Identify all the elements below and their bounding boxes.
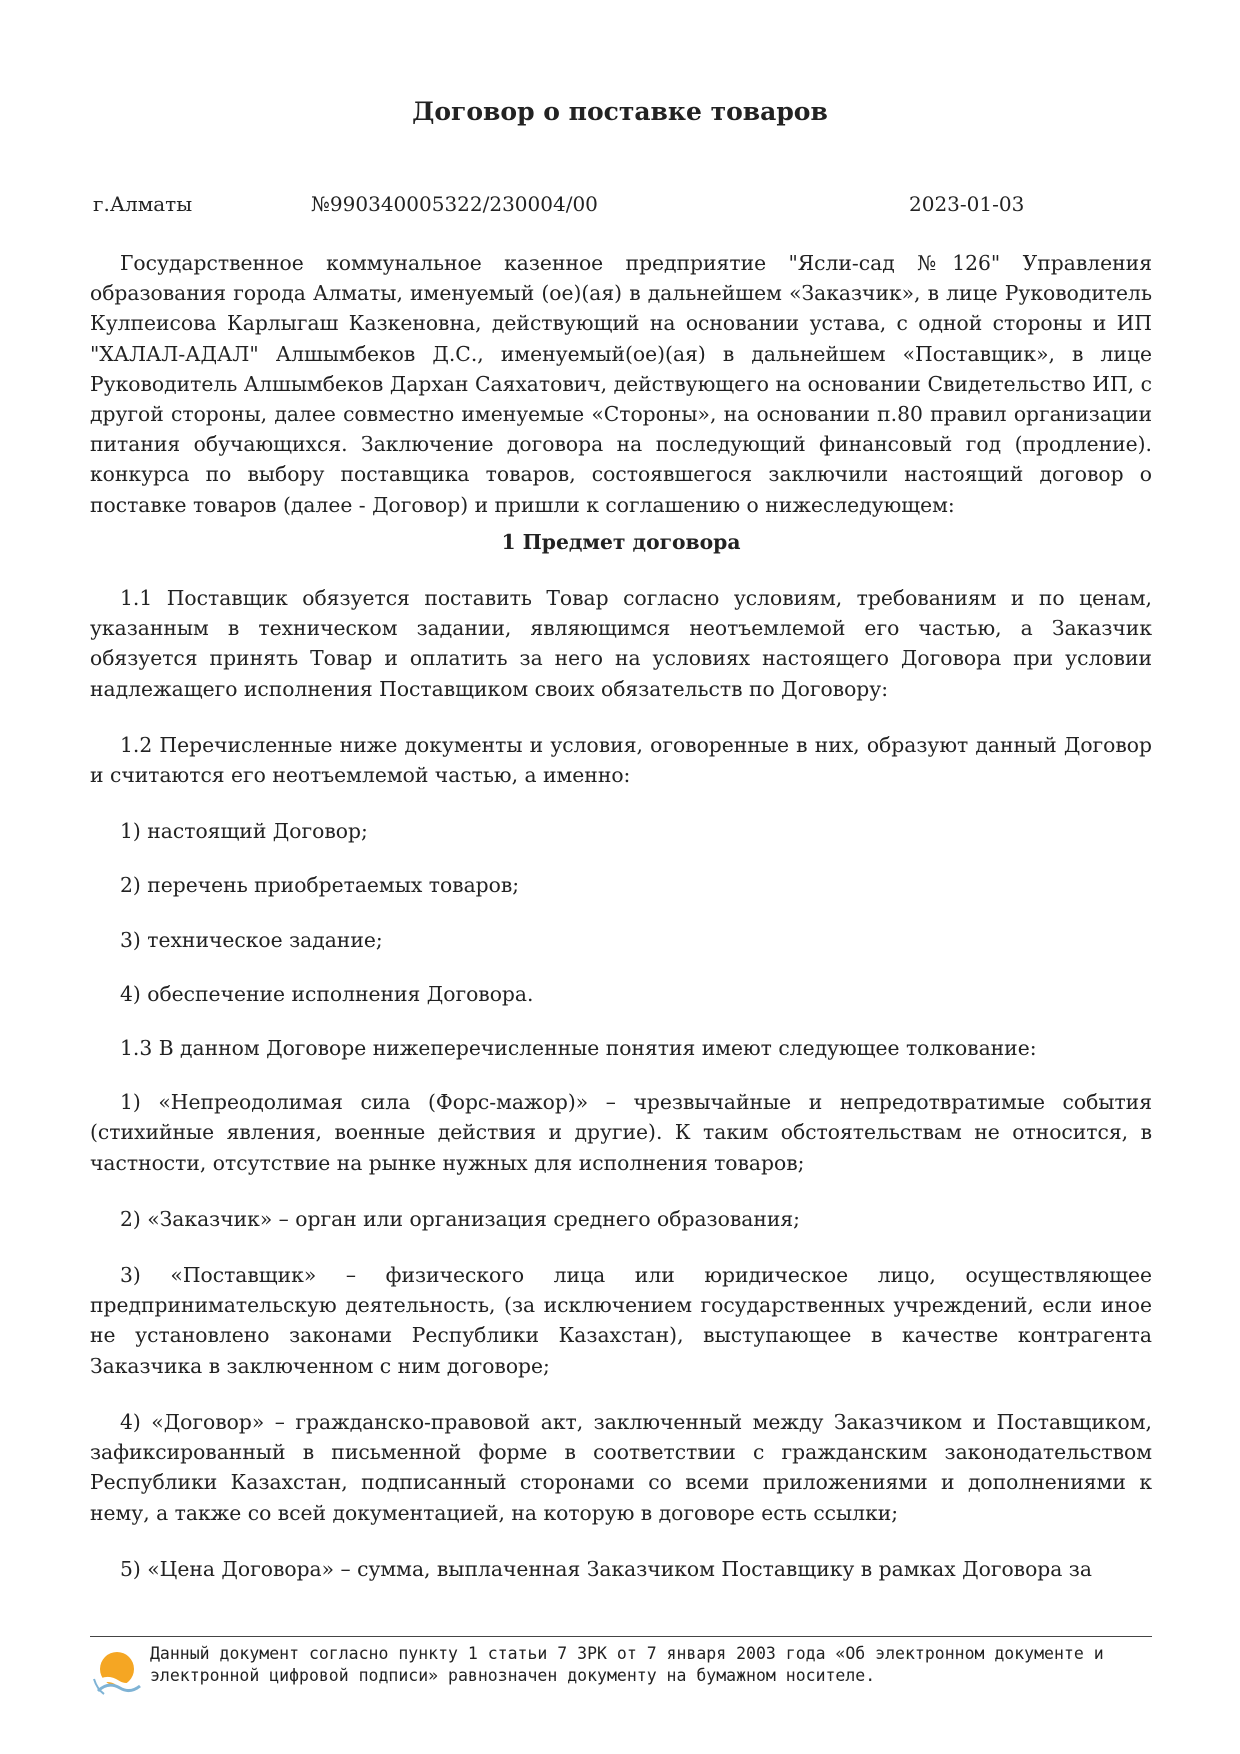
definition-item: 5) «Цена Договора» – сумма, выплаченная Заказчиком Поставщику в рамках Договора за xyxy=(120,1556,1092,1581)
definition-item: 1) «Непреодолимая сила (Форс-мажор)» – чрезвычайные и непредотвратимые события (стихийные явления, военные действия и другие). К таким обстоятельствам не относится, в частности, отсутствие на рынке нужных для исполнения товаров; xyxy=(90,1090,1152,1175)
egov-sun-logo-icon xyxy=(90,1645,142,1697)
section-1-heading: 1 Предмет договора xyxy=(501,529,741,554)
document-date: 2023-01-03 xyxy=(909,192,1025,216)
clause-1-3: 1.3 В данном Договоре нижеперечисленные понятия имеют следующее толкование: xyxy=(120,1036,1037,1061)
definition-item: 4) «Договор» – гражданско-правовой акт, заключенный между Заказчиком и Поставщиком, зафиксированный в письменной форме в соответствии с гражданским законодательством Республики Казахстан, подписанный сторонами со всеми приложениями и дополнениями к нему, а также со всей документацией, на которую в договоре есть ссылки; xyxy=(90,1409,1152,1525)
clause-1-1: 1.1 Поставщик обязуется поставить Товар согласно условиям, требованиям и по ценам, указанным в техническом задании, являющимся неотъемлемой его частью, а Заказчик обязуется принять Товар и оплатить за него на условиях настоящего Договора при условии надлежащего исполнения Поставщиком своих обязательств по Договору: xyxy=(90,586,1152,701)
footer-legal-note: Данный документ согласно пункту 1 статьи 7 ЗРК от 7 января 2003 года «Об электронном документе и электронной цифровой подписи» равнозначен документу на бумажном носителе. xyxy=(150,1644,1104,1685)
docs-list-item: 3) техническое задание; xyxy=(120,927,383,952)
intro-paragraph: Государственное коммунальное казенное предприятие "Ясли-сад №126" Управления образования города Алматы, именуемый (ое)(ая) в дальнейшем «Заказчик», в лице Руководитель Кулпеисова Карлыгаш Казкеновна, действующий на основании устава, с одной стороны и ИП "ХАЛАЛ-АДАЛ" Алшымбеков Д.С., именуемый(ое)(ая) в дальнейшем «Поставщик», в лице Руководитель Алшымбеков Дархан Саяхатович, действующего на основании Свидетельство ИП, с другой стороны, далее совместно именуемые «Стороны», на основании п.80 правил организации питания обучающихся. Заключение договора на последующий финансовый год (продление). конкурса по выбору поставщика товаров, состоявшегося заключили настоящий договор о поставке товаров (далее - Договор) и пришли к соглашению о нижеследующем: xyxy=(90,251,1152,517)
definition-item: 3) «Поставщик» – физического лица или юридическое лицо, осуществляющее предпринимательскую деятельность, (за исключением государственных учреждений, если иное не установлено законами Республики Казахстан), выступающее в качестве контрагента Заказчика в заключенном с ним договоре; xyxy=(90,1263,1152,1378)
document-title: Договор о поставке товаров xyxy=(412,97,828,126)
docs-list-item: 2) перечень приобретаемых товаров; xyxy=(120,873,520,898)
logo-wave-cut xyxy=(96,1679,138,1685)
document-body xyxy=(90,248,1152,1584)
docs-list-item: 1) настоящий Договор; xyxy=(120,819,368,844)
definition-item: 2) «Заказчик» – орган или организация среднего образования; xyxy=(120,1206,800,1231)
clause-1-2: 1.2 Перечисленные ниже документы и условия, оговоренные в них, образуют данный Договор и считаются его неотъемлемой частью, а именно: xyxy=(90,732,1152,788)
document-city: г.Алматы xyxy=(93,192,193,216)
document-number: №990340005322/230004/00 xyxy=(311,192,598,216)
footer-divider xyxy=(90,1636,1152,1637)
docs-list-item: 4) обеспечение исполнения Договора. xyxy=(120,981,534,1006)
